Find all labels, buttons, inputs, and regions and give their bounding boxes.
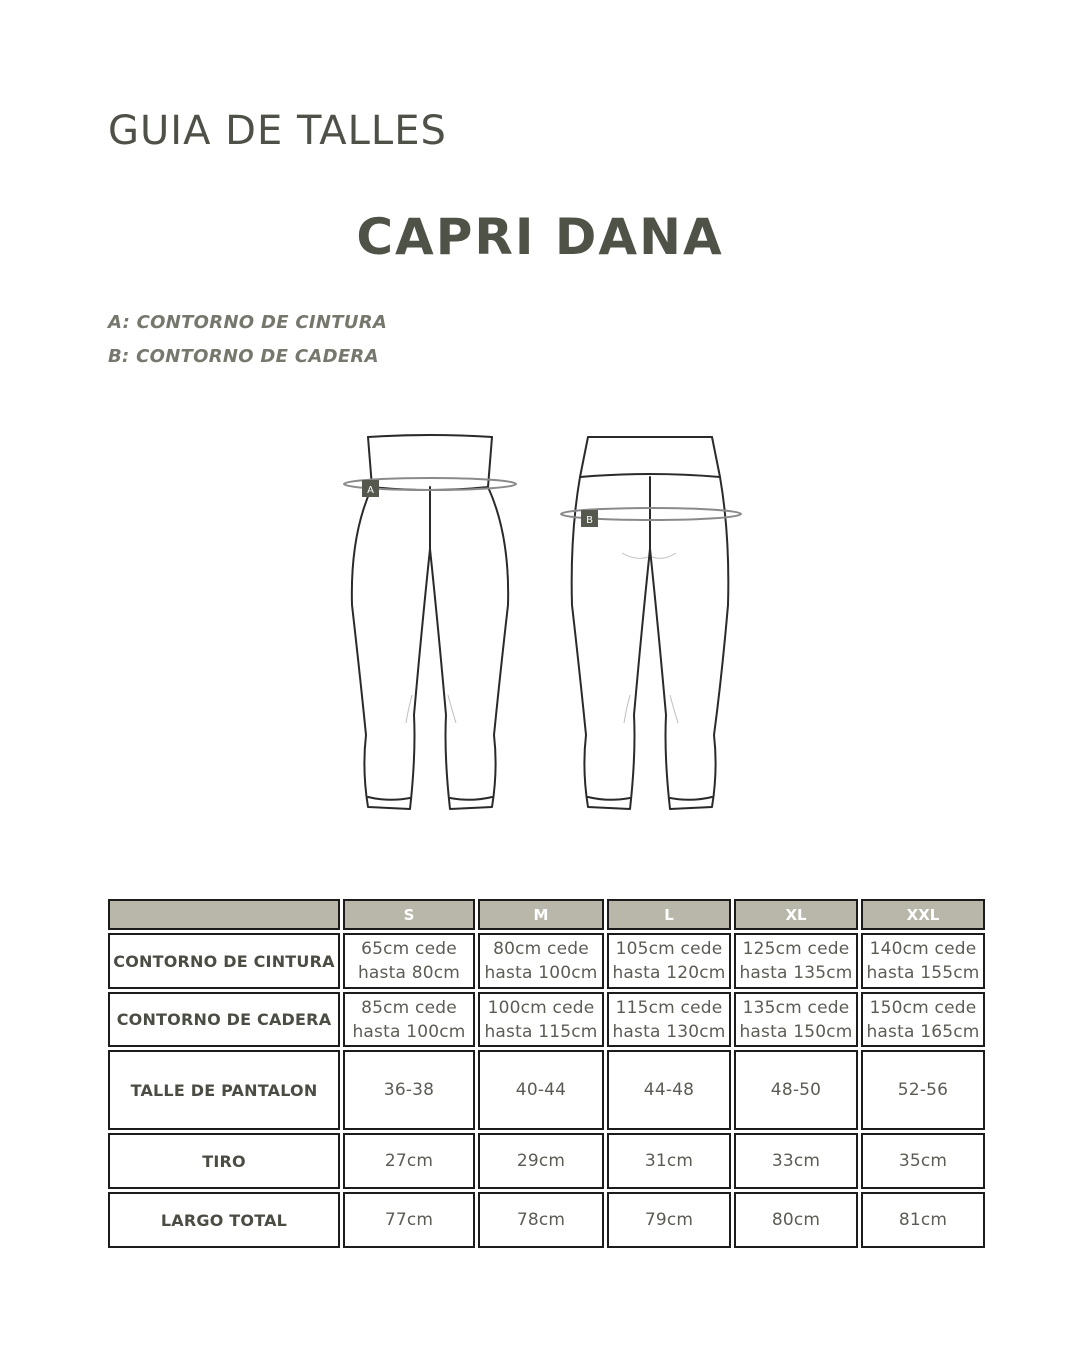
- table-cell: 150cm cede hasta 165cm: [861, 992, 985, 1047]
- table-cell: 105cm cede hasta 120cm: [607, 933, 731, 989]
- table-cell: 48-50: [734, 1050, 858, 1130]
- table-cell: 33cm: [734, 1133, 858, 1189]
- legend-item-hip: B: CONTORNO DE CADERA: [108, 346, 379, 367]
- table-cell: 27cm: [343, 1133, 475, 1189]
- table-cell: 78cm: [478, 1192, 604, 1248]
- size-header-m: M: [478, 899, 604, 930]
- row-label-total-length: LARGO TOTAL: [108, 1192, 340, 1248]
- row-label-waist: CONTORNO DE CINTURA: [108, 933, 340, 989]
- size-header-row: [108, 899, 985, 930]
- size-table: [105, 896, 988, 1251]
- table-cell: 35cm: [861, 1133, 985, 1189]
- back-fold-lines: [622, 553, 678, 723]
- table-cell: 115cm cede hasta 130cm: [607, 992, 731, 1047]
- back-view-pants: [572, 437, 729, 809]
- size-header-l: L: [607, 899, 731, 930]
- row-label-rise: TIRO: [108, 1133, 340, 1189]
- table-cell: 80cm cede hasta 100cm: [478, 933, 604, 989]
- table-cell: 44-48: [607, 1050, 731, 1130]
- marker-a: [362, 480, 379, 497]
- table-cell: 140cm cede hasta 155cm: [861, 933, 985, 989]
- table-cell: 135cm cede hasta 150cm: [734, 992, 858, 1047]
- row-label-pant-size: TALLE DE PANTALON: [108, 1050, 340, 1130]
- legend-item-waist: A: CONTORNO DE CINTURA: [108, 312, 388, 333]
- table-cell: 125cm cede hasta 135cm: [734, 933, 858, 989]
- measurement-legend: [108, 306, 387, 374]
- table-row-pant-size: [108, 1050, 985, 1130]
- table-cell: 85cm cede hasta 100cm: [343, 992, 475, 1047]
- guide-title: GUIA DE TALLES: [108, 108, 447, 154]
- table-cell: 52-56: [861, 1050, 985, 1130]
- table-cell: 77cm: [343, 1192, 475, 1248]
- table-row-rise: [108, 1133, 985, 1189]
- product-title: CAPRI DANA: [356, 208, 724, 266]
- size-header-xl: XL: [734, 899, 858, 930]
- table-cell: 81cm: [861, 1192, 985, 1248]
- table-cell: 40-44: [478, 1050, 604, 1130]
- row-label-hip: CONTORNO DE CADERA: [108, 992, 340, 1047]
- marker-b-label: B: [586, 515, 593, 526]
- header-corner-cell: [108, 899, 340, 930]
- table-cell: 79cm: [607, 1192, 731, 1248]
- table-cell: 36-38: [343, 1050, 475, 1130]
- table-row-total-length: [108, 1192, 985, 1248]
- marker-b: [581, 510, 598, 527]
- table-cell: 80cm: [734, 1192, 858, 1248]
- table-cell: 29cm: [478, 1133, 604, 1189]
- size-header-s: S: [343, 899, 475, 930]
- table-cell: 100cm cede hasta 115cm: [478, 992, 604, 1047]
- table-row-hip: [108, 992, 985, 1047]
- size-header-xxl: XXL: [861, 899, 985, 930]
- marker-a-label: A: [367, 485, 374, 496]
- capri-illustration: [330, 425, 760, 825]
- table-cell: 65cm cede hasta 80cm: [343, 933, 475, 989]
- table-row-waist: [108, 933, 985, 989]
- table-cell: 31cm: [607, 1133, 731, 1189]
